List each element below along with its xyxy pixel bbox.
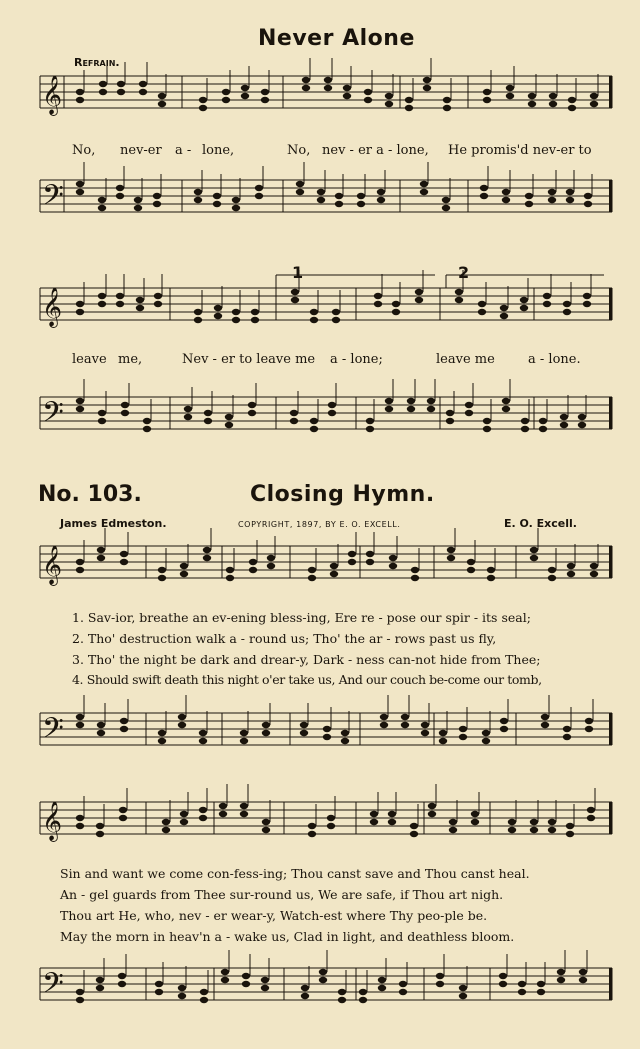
ending-2-label: 2 xyxy=(458,263,470,282)
lyric-word: a - lone. xyxy=(528,352,581,367)
verse-3-line: 3. Tho' the night be dark and drear-y, Dark - ness can-not hide from Thee; xyxy=(72,652,541,667)
verse-3-line: Thou art He, who, nev - er wear-y, Watch-est where Thy peo-ple be. xyxy=(60,908,488,923)
svg-text:𝄞: 𝄞 xyxy=(42,545,63,585)
hymn-title-never-alone: Never Alone xyxy=(258,26,415,51)
lyric-word: nev-er xyxy=(120,143,162,158)
hymn-number: No. 103. xyxy=(38,482,142,507)
copyright-notice: COPYRIGHT, 1897, BY E. O. EXCELL. xyxy=(238,520,401,529)
hymn-title-closing-hymn: Closing Hymn. xyxy=(250,482,435,507)
author-credit: James Edmeston. xyxy=(60,517,167,530)
composer-credit: E. O. Excell. xyxy=(504,517,577,530)
svg-text:𝄞: 𝄞 xyxy=(42,801,63,841)
verse-2-line: An - gel guards from Thee sur-round us, We are safe, if Thou art nigh. xyxy=(60,887,504,902)
svg-text:𝄞: 𝄞 xyxy=(42,75,63,115)
svg-text:𝄢: 𝄢 xyxy=(42,712,64,752)
svg-text:𝄞: 𝄞 xyxy=(42,287,63,327)
lyric-word: lone, xyxy=(202,143,235,158)
verse-1-line: 1. Sav-ior, breathe an ev-ening bless-ing, Ere re - pose our spir - its seal; xyxy=(72,610,531,625)
svg-text:𝄢: 𝄢 xyxy=(42,396,64,436)
lyric-word: He promis'd nev-er to xyxy=(448,143,592,158)
lyric-word: No, xyxy=(72,143,96,158)
lyric-word: leave me xyxy=(436,352,495,367)
lyric-word: a - lone; xyxy=(330,352,383,367)
lyric-word: Nev - er to leave me xyxy=(182,352,316,367)
lyric-word: nev - er a - lone, xyxy=(322,143,429,158)
verse-4-line: May the morn in heav'n a - wake us, Clad in light, and deathless bloom. xyxy=(60,929,515,944)
lyric-word: me, xyxy=(118,352,143,367)
ending-1-label: 1 xyxy=(292,263,304,282)
verse-2-line: 2. Tho' destruction walk a - round us; Tho' the ar - rows past us fly, xyxy=(72,631,497,646)
refrain-label: Refrain. xyxy=(74,56,120,69)
verse-1-line: Sin and want we come con-fess-ing; Thou canst save and Thou canst heal. xyxy=(60,866,530,881)
lyric-word: No, xyxy=(287,143,311,158)
verse-4-line: 4. Should swift death this night o'er take us, And our couch be-come our tomb, xyxy=(72,672,542,687)
lyric-word: leave xyxy=(72,352,107,367)
svg-text:𝄢: 𝄢 xyxy=(42,179,64,219)
svg-text:𝄢: 𝄢 xyxy=(42,967,64,1007)
lyric-word: a - xyxy=(175,143,192,158)
